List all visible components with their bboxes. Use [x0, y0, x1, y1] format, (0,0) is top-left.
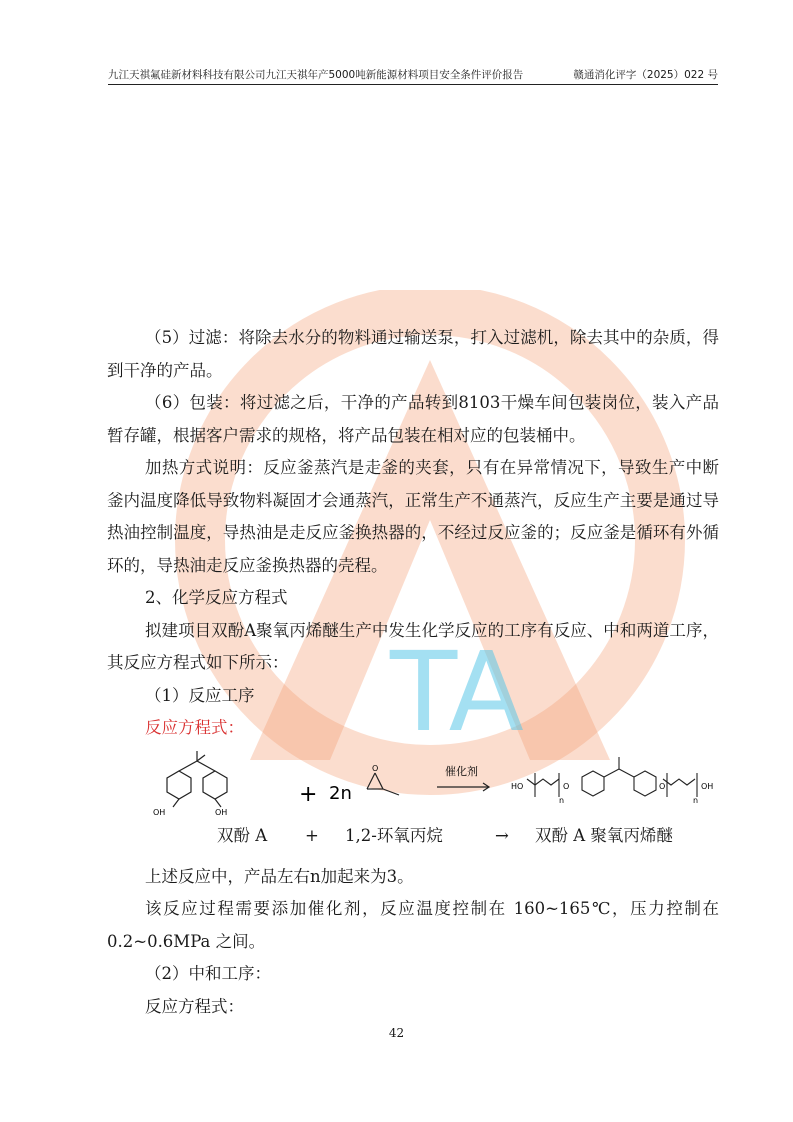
coefficient-2n: 2n	[329, 782, 352, 804]
page-number: 42	[388, 1026, 405, 1040]
svg-text:O: O	[659, 781, 666, 791]
paragraph-conditions: 该反应过程需要添加催化剂，反应温度控制在 160~165℃，压力控制在0.2~0.6MPa 之间。	[107, 899, 719, 951]
reaction-svg	[107, 749, 719, 819]
watermark-letters: TA	[390, 628, 524, 756]
svg-text:O: O	[372, 763, 379, 773]
bisphenol-a-structure	[167, 751, 227, 807]
oh-product-label: OH	[701, 781, 714, 791]
name-arrow: →	[495, 826, 509, 846]
step-neutralization: （2）中和工序：	[145, 964, 271, 983]
paragraph-filtration: （5）过滤：将除去水分的物料通过输送泵，打入过滤机，除去其中的杂质，得到干净的产品。	[107, 328, 719, 380]
product-structure	[527, 757, 697, 797]
equation-label-red: 反应方程式：	[145, 718, 244, 737]
n-subscript-left: n	[559, 795, 565, 805]
header-left-title: 九江天祺氟硅新材料科技有限公司九江天祺年产5000吨新能源材料项目安全条件评价报告	[108, 69, 524, 81]
header-right-code: 赣通消化评字（2025）022 号	[573, 69, 718, 81]
oh-right-label: OH	[215, 807, 228, 817]
paragraph-packaging: （6）包装：将过滤之后，干净的产品转到8103干燥车间包装岗位，装入产品暂存罐，根据客户需求的规格，将产品包装在相对应的包装桶中。	[107, 393, 719, 445]
page-header	[108, 64, 718, 85]
name-bisphenol-a: 双酚 A	[217, 826, 268, 846]
section-heading-reactions: 2、化学反应方程式	[145, 588, 288, 607]
oh-left-label: OH	[153, 807, 166, 817]
propylene-oxide-structure	[367, 773, 399, 795]
ho-label: HO	[511, 781, 524, 791]
equation-label-2: 反应方程式：	[145, 996, 244, 1016]
paragraph-n-note: 上述反应中，产品左右n加起来为3。	[145, 866, 414, 886]
plus-sign: +	[299, 781, 318, 807]
name-product: 双酚 A 聚氧丙烯醚	[535, 826, 673, 846]
n-subscript-right: n	[693, 795, 699, 805]
step-reaction: （1）反应工序	[145, 685, 255, 705]
reaction-scheme	[107, 749, 719, 819]
name-plus: +	[305, 826, 319, 846]
catalyst-label: 催化剂	[445, 764, 478, 778]
reaction-names	[107, 819, 719, 855]
paragraph-intro: 拟建项目双酚A聚氧丙烯醚生产中发生化学反应的工序有反应、中和两道工序，其反应方程式如下所示：	[107, 620, 719, 672]
document-body	[107, 322, 719, 1023]
svg-text:O: O	[563, 781, 570, 791]
paragraph-heating: 加热方式说明：反应釜蒸汽是走釜的夹套，只有在异常情况下，导致生产中断釜内温度降低导致物料凝固才会通蒸汽，正常生产不通蒸汽，反应生产主要是通过导热油控制温度，导热油是走反应釜换热器的，不经过反应釜的；反应釜是循环有外循环的，导热油走反应釜换热器的壳程。	[107, 458, 719, 575]
name-propylene-oxide: 1,2-环氧丙烷	[345, 826, 443, 846]
